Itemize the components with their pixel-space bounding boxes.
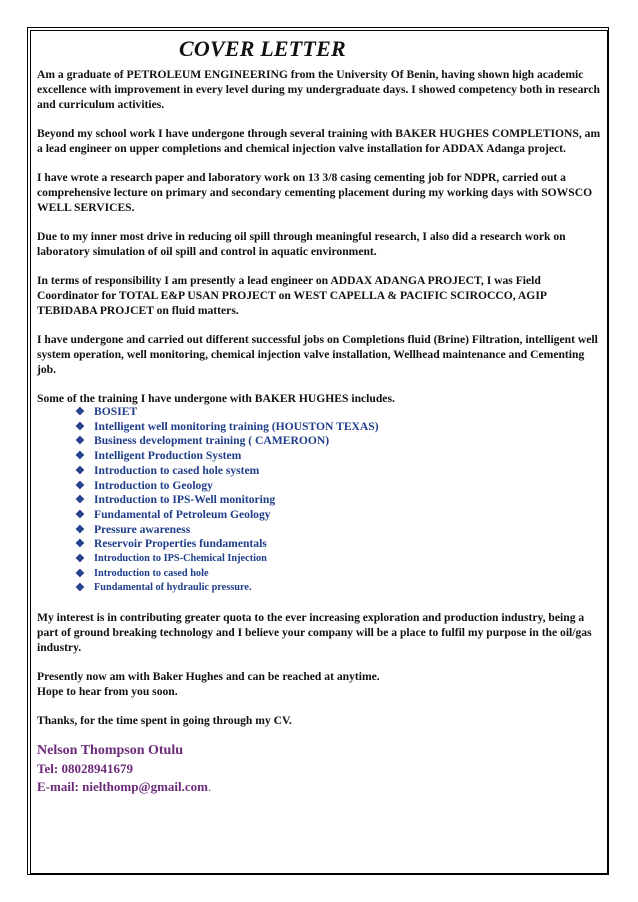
paragraph-thanks: Thanks, for the time spent in going through my CV. [37,714,292,728]
list-item: ❖ Introduction to cased hole [75,567,209,580]
list-item: ❖ Fundamental of hydraulic pressure. [75,582,252,595]
list-item: ❖ Reservoir Properties fundamentals [75,537,267,551]
diamond-bullet-icon: ❖ [75,582,85,595]
diamond-bullet-icon: ❖ [75,523,85,536]
diamond-bullet-icon: ❖ [75,406,85,418]
list-item: ❖ Introduction to IPS-Chemical Injection [75,553,267,566]
training-intro: Some of the training I have undergone with BAKER HUGHES includes. [37,392,395,405]
diamond-bullet-icon: ❖ [75,464,85,477]
diamond-bullet-icon: ❖ [75,435,85,448]
training-list [75,405,603,596]
paragraph-research: I have wrote a research paper and laboratory work on 13 3/8 casing cementing job for NDPR, carried out a comprehensive lecture on primary and secondary cementing placement during my working days with SOWSCO WELL SERVICES. [37,171,593,214]
paragraph-interest: My interest is in contributing greater quota to the ever increasing exploration and production industry, being a part of ground breaking technology and I believe your company will be a place to fulfil my purpose in the oil/gas industry. [37,611,592,655]
paragraph-oil-spill: Due to my inner most drive in reducing oil spill through meaningful research, I also did a research work on laboratory simulation of oil spill and control in aquatic environment. [37,230,566,258]
list-item: ❖ Introduction to cased hole system [75,463,260,477]
signature-phone: Tel: 08028941679 [37,761,133,777]
list-item: ❖ Business development training ( CAMEROON) [75,434,330,448]
diamond-bullet-icon: ❖ [75,553,85,566]
list-item: ❖ Intelligent Production System [75,449,242,463]
diamond-bullet-icon: ❖ [75,538,85,551]
paragraph-responsibility: In terms of responsibility I am presently a lead engineer on ADDAX ADANGA PROJECT, I was Field Coordinator for TOTAL E&P USAN PROJECT on WEST CAPELLA & PACIFIC SCIROCCO, AGIP TEBIDABA PROJCET on fluid matters. [37,274,547,317]
diamond-bullet-icon: ❖ [75,479,85,492]
signature-email: E-mail: nielthomp@gmail.com. [37,779,212,795]
paragraph-jobs: I have undergone and carried out different successful jobs on Completions fluid (Brine) Filtration, intelligent well system operation, well monitoring, chemical injection valve installation, Wellhead maintenance and Cementing job. [37,333,598,376]
paragraph-education: Am a graduate of PETROLEUM ENGINEERING from the University Of Benin, having shown high academic excellence with improvement in every level during my undergraduate days. I showed competency both in research and curriculum activities. [37,68,600,111]
letter-body [37,36,603,796]
diamond-bullet-icon: ❖ [75,508,85,521]
list-item: ❖ Pressure awareness [75,522,191,536]
list-item: ❖ Intelligent well monitoring training (HOUSTON TEXAS) [75,419,379,433]
diamond-bullet-icon: ❖ [75,494,85,507]
list-item: ❖ BOSIET [75,405,138,418]
list-item: ❖ Introduction to Geology [75,478,213,492]
diamond-bullet-icon: ❖ [75,567,85,580]
diamond-bullet-icon: ❖ [75,450,85,463]
signature-name: Nelson Thompson Otulu [37,743,184,759]
diamond-bullet-icon: ❖ [75,420,85,433]
list-item: ❖ Fundamental of Petroleum Geology [75,507,271,521]
paragraph-training: Beyond my school work I have undergone through several training with BAKER HUGHES COMPLETIONS, am a lead engineer on upper completions and chemical injection valve installation for ADDAX Adanga project. [37,127,601,155]
list-item: ❖ Introduction to IPS-Well monitoring [75,493,276,507]
paragraph-contact: Presently now am with Baker Hughes and can be reached at anytime. Hope to hear from you soon. [37,670,380,699]
page-title: COVER LETTER [179,36,346,61]
